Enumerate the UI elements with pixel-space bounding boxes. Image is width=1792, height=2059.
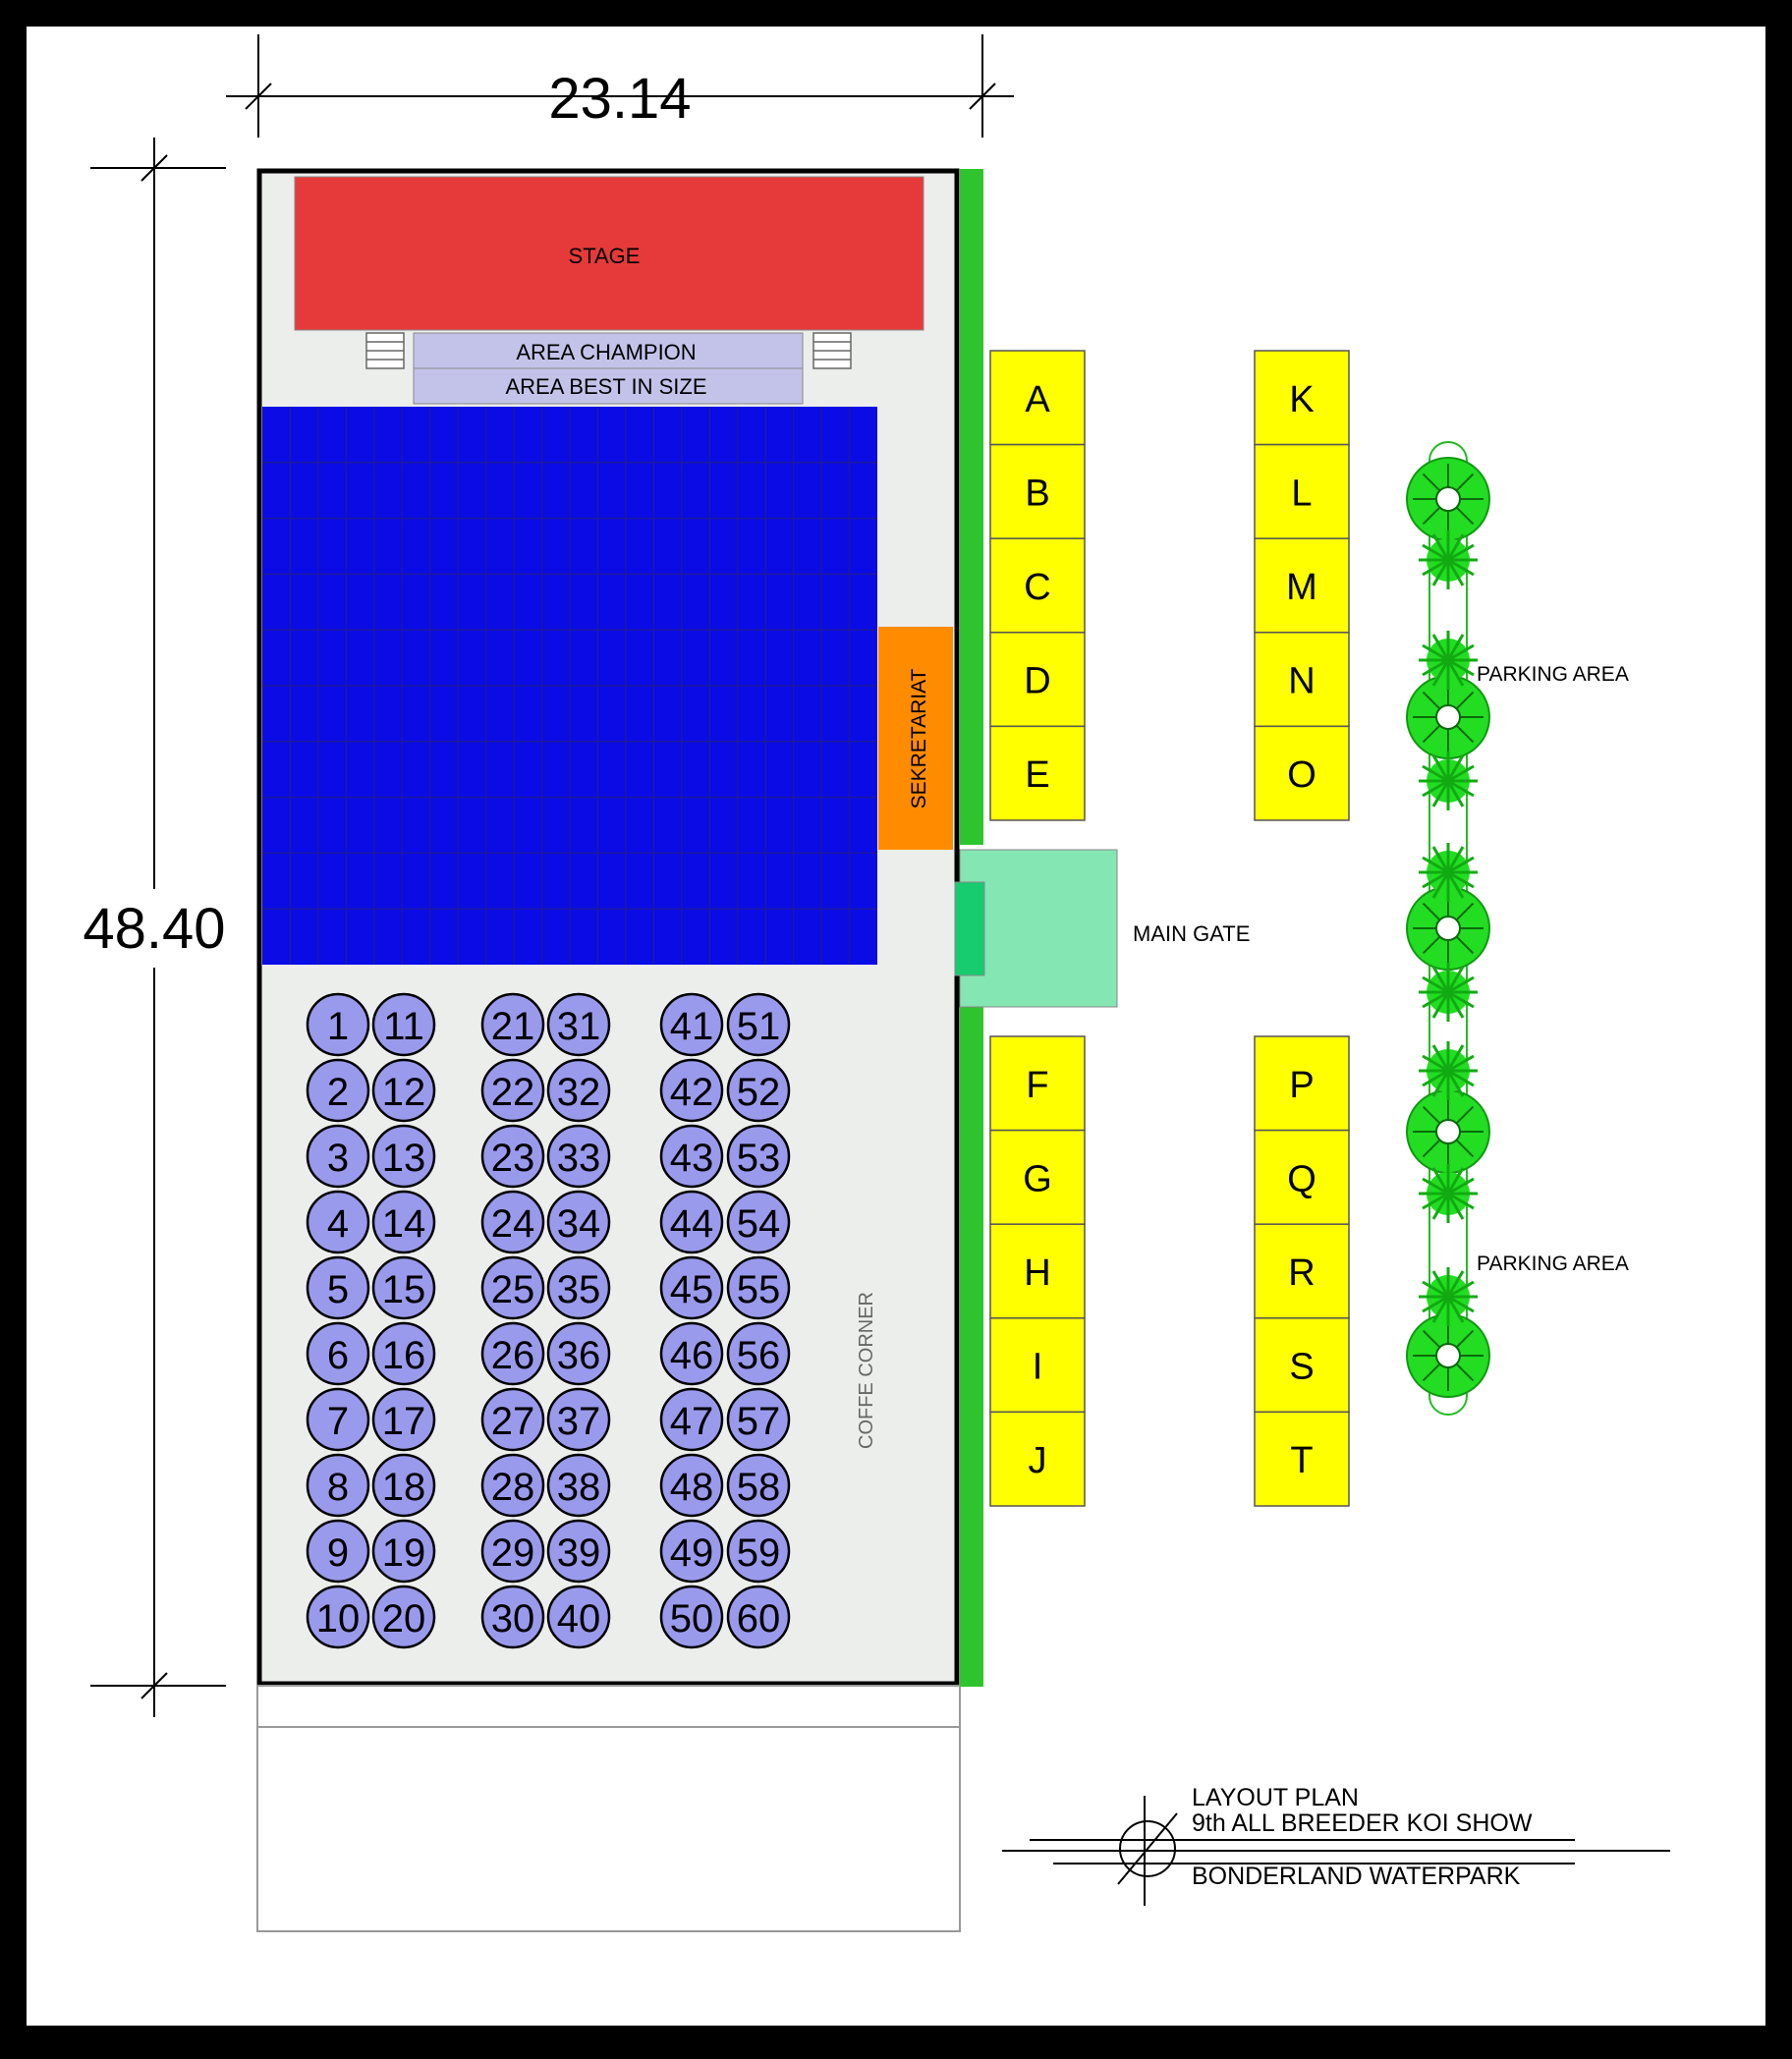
booth-letter: D [1024,660,1051,702]
koi-pond-number: 25 [490,1268,535,1311]
koi-pond-number: 20 [381,1597,426,1641]
booth-letter: N [1288,660,1316,702]
koi-pond-number: 34 [556,1202,601,1246]
koi-pond-number: 6 [326,1334,350,1377]
booth-letter: R [1288,1252,1316,1294]
koi-pond-number: 28 [490,1466,535,1509]
title-line-2: 9th ALL BREEDER KOI SHOW [1192,1809,1533,1837]
koi-pond-number: 53 [736,1137,781,1180]
booth-letter: Q [1287,1158,1316,1200]
booth-letter: B [1025,473,1050,515]
koi-pond-number: 46 [669,1334,714,1377]
booth-letter: P [1289,1064,1315,1106]
booth-letter: E [1025,754,1050,797]
tree-icon [1407,1314,1489,1397]
koi-pond-number: 55 [736,1268,781,1311]
koi-pond-number: 21 [490,1005,535,1048]
stage-label: STAGE [568,244,641,268]
front-yard [257,1686,960,1931]
koi-pond-number: 19 [381,1531,426,1575]
koi-pond-number: 7 [326,1400,350,1443]
shrub-icon [1419,1164,1478,1223]
parking-area-label-top: PARKING AREA [1477,663,1629,686]
koi-pond-number: 17 [381,1400,426,1443]
koi-pond-number: 51 [736,1005,781,1048]
koi-pond-number: 15 [381,1268,426,1311]
koi-pond-number: 40 [556,1597,601,1641]
koi-pond-number: 30 [490,1597,535,1641]
booth-letter: T [1290,1440,1314,1482]
koi-pond-number: 18 [381,1466,426,1509]
koi-pond-number: 14 [381,1202,426,1246]
main-gate-door [955,882,984,975]
parking-area-label-bottom: PARKING AREA [1477,1252,1629,1275]
booth-letter: L [1291,473,1313,515]
koi-pond-number: 23 [490,1137,535,1180]
booth-letter: F [1026,1064,1049,1106]
tree-icon [1407,458,1489,540]
koi-pond-number: 36 [556,1334,601,1377]
koi-pond-number: 5 [326,1268,350,1311]
koi-pond-number: 60 [736,1597,781,1641]
koi-pond-number: 47 [669,1400,714,1443]
koi-pond-number: 26 [490,1334,535,1377]
koi-pond-number: 12 [381,1071,426,1114]
koi-pond-number: 58 [736,1466,781,1509]
koi-pond-number: 1 [326,1005,350,1048]
koi-pond-number: 4 [326,1202,350,1246]
seating-grid [262,407,877,965]
shrub-icon [1419,530,1478,589]
koi-pond-number: 50 [669,1597,714,1641]
koi-pond-number: 3 [326,1137,350,1180]
booth-letter: K [1289,378,1315,420]
koi-pond-number: 44 [669,1202,714,1246]
koi-pond-number: 24 [490,1202,535,1246]
stage-steps-left [366,333,404,368]
title-line-3: BONDERLAND WATERPARK [1192,1863,1521,1890]
koi-pond-number: 52 [736,1071,781,1114]
booth-letter: S [1289,1346,1315,1388]
koi-pond-number: 43 [669,1137,714,1180]
booth-letter: O [1287,754,1316,797]
shrub-icon [1419,1041,1478,1100]
green-fence-bottom [960,1007,983,1687]
shrub-icon [1419,1267,1478,1326]
area-best-in-size-label: AREA BEST IN SIZE [505,374,707,399]
koi-pond-number: 32 [556,1071,601,1114]
koi-pond-number: 57 [736,1400,781,1443]
koi-pond-number: 29 [490,1531,535,1575]
booth-letter: H [1024,1252,1051,1294]
booth-letter: J [1028,1440,1047,1482]
sekretariat-label: SEKRETARIAT [908,668,930,809]
koi-pond-number: 13 [381,1137,426,1180]
koi-pond-number: 45 [669,1268,714,1311]
booth-letter: I [1032,1346,1043,1388]
shrub-icon [1419,963,1478,1022]
koi-pond-number: 42 [669,1071,714,1114]
booth-letter: G [1023,1158,1052,1200]
area-champion-label: AREA CHAMPION [516,340,697,364]
koi-pond-number: 9 [326,1531,350,1575]
koi-pond-number: 48 [669,1466,714,1509]
koi-pond-number: 41 [669,1005,714,1048]
green-fence-top [960,169,983,845]
koi-pond-number: 35 [556,1268,601,1311]
stage-steps-right [813,333,851,368]
koi-pond-number: 11 [383,1005,424,1048]
tree-icon [1407,1090,1489,1173]
title-line-1: LAYOUT PLAN [1192,1784,1359,1811]
koi-pond-number: 56 [736,1334,781,1377]
koi-pond-number: 38 [556,1466,601,1509]
koi-pond-number: 10 [315,1597,361,1641]
booth-letter: A [1025,378,1050,420]
koi-pond-number: 8 [326,1466,350,1509]
koi-pond-number: 27 [490,1400,535,1443]
height-dimension-label: 48.40 [83,897,226,961]
koi-pond-number: 31 [556,1005,601,1048]
coffee-corner-label: COFFE CORNER [856,1292,877,1449]
shrub-icon [1419,751,1478,810]
koi-pond-number: 33 [556,1137,601,1180]
koi-pond-number: 37 [556,1400,601,1443]
koi-pond-number: 22 [490,1071,535,1114]
booth-letter: C [1024,567,1051,608]
koi-pond-number: 39 [556,1531,601,1575]
width-dimension-label: 23.14 [548,67,692,131]
koi-pond-number: 59 [736,1531,781,1575]
koi-pond-number: 49 [669,1531,714,1575]
booth-letter: M [1286,567,1317,608]
koi-pond-number: 54 [736,1202,781,1246]
koi-pond-number: 16 [381,1334,426,1377]
koi-pond-number: 2 [326,1071,350,1114]
main-gate-label: MAIN GATE [1133,921,1251,946]
